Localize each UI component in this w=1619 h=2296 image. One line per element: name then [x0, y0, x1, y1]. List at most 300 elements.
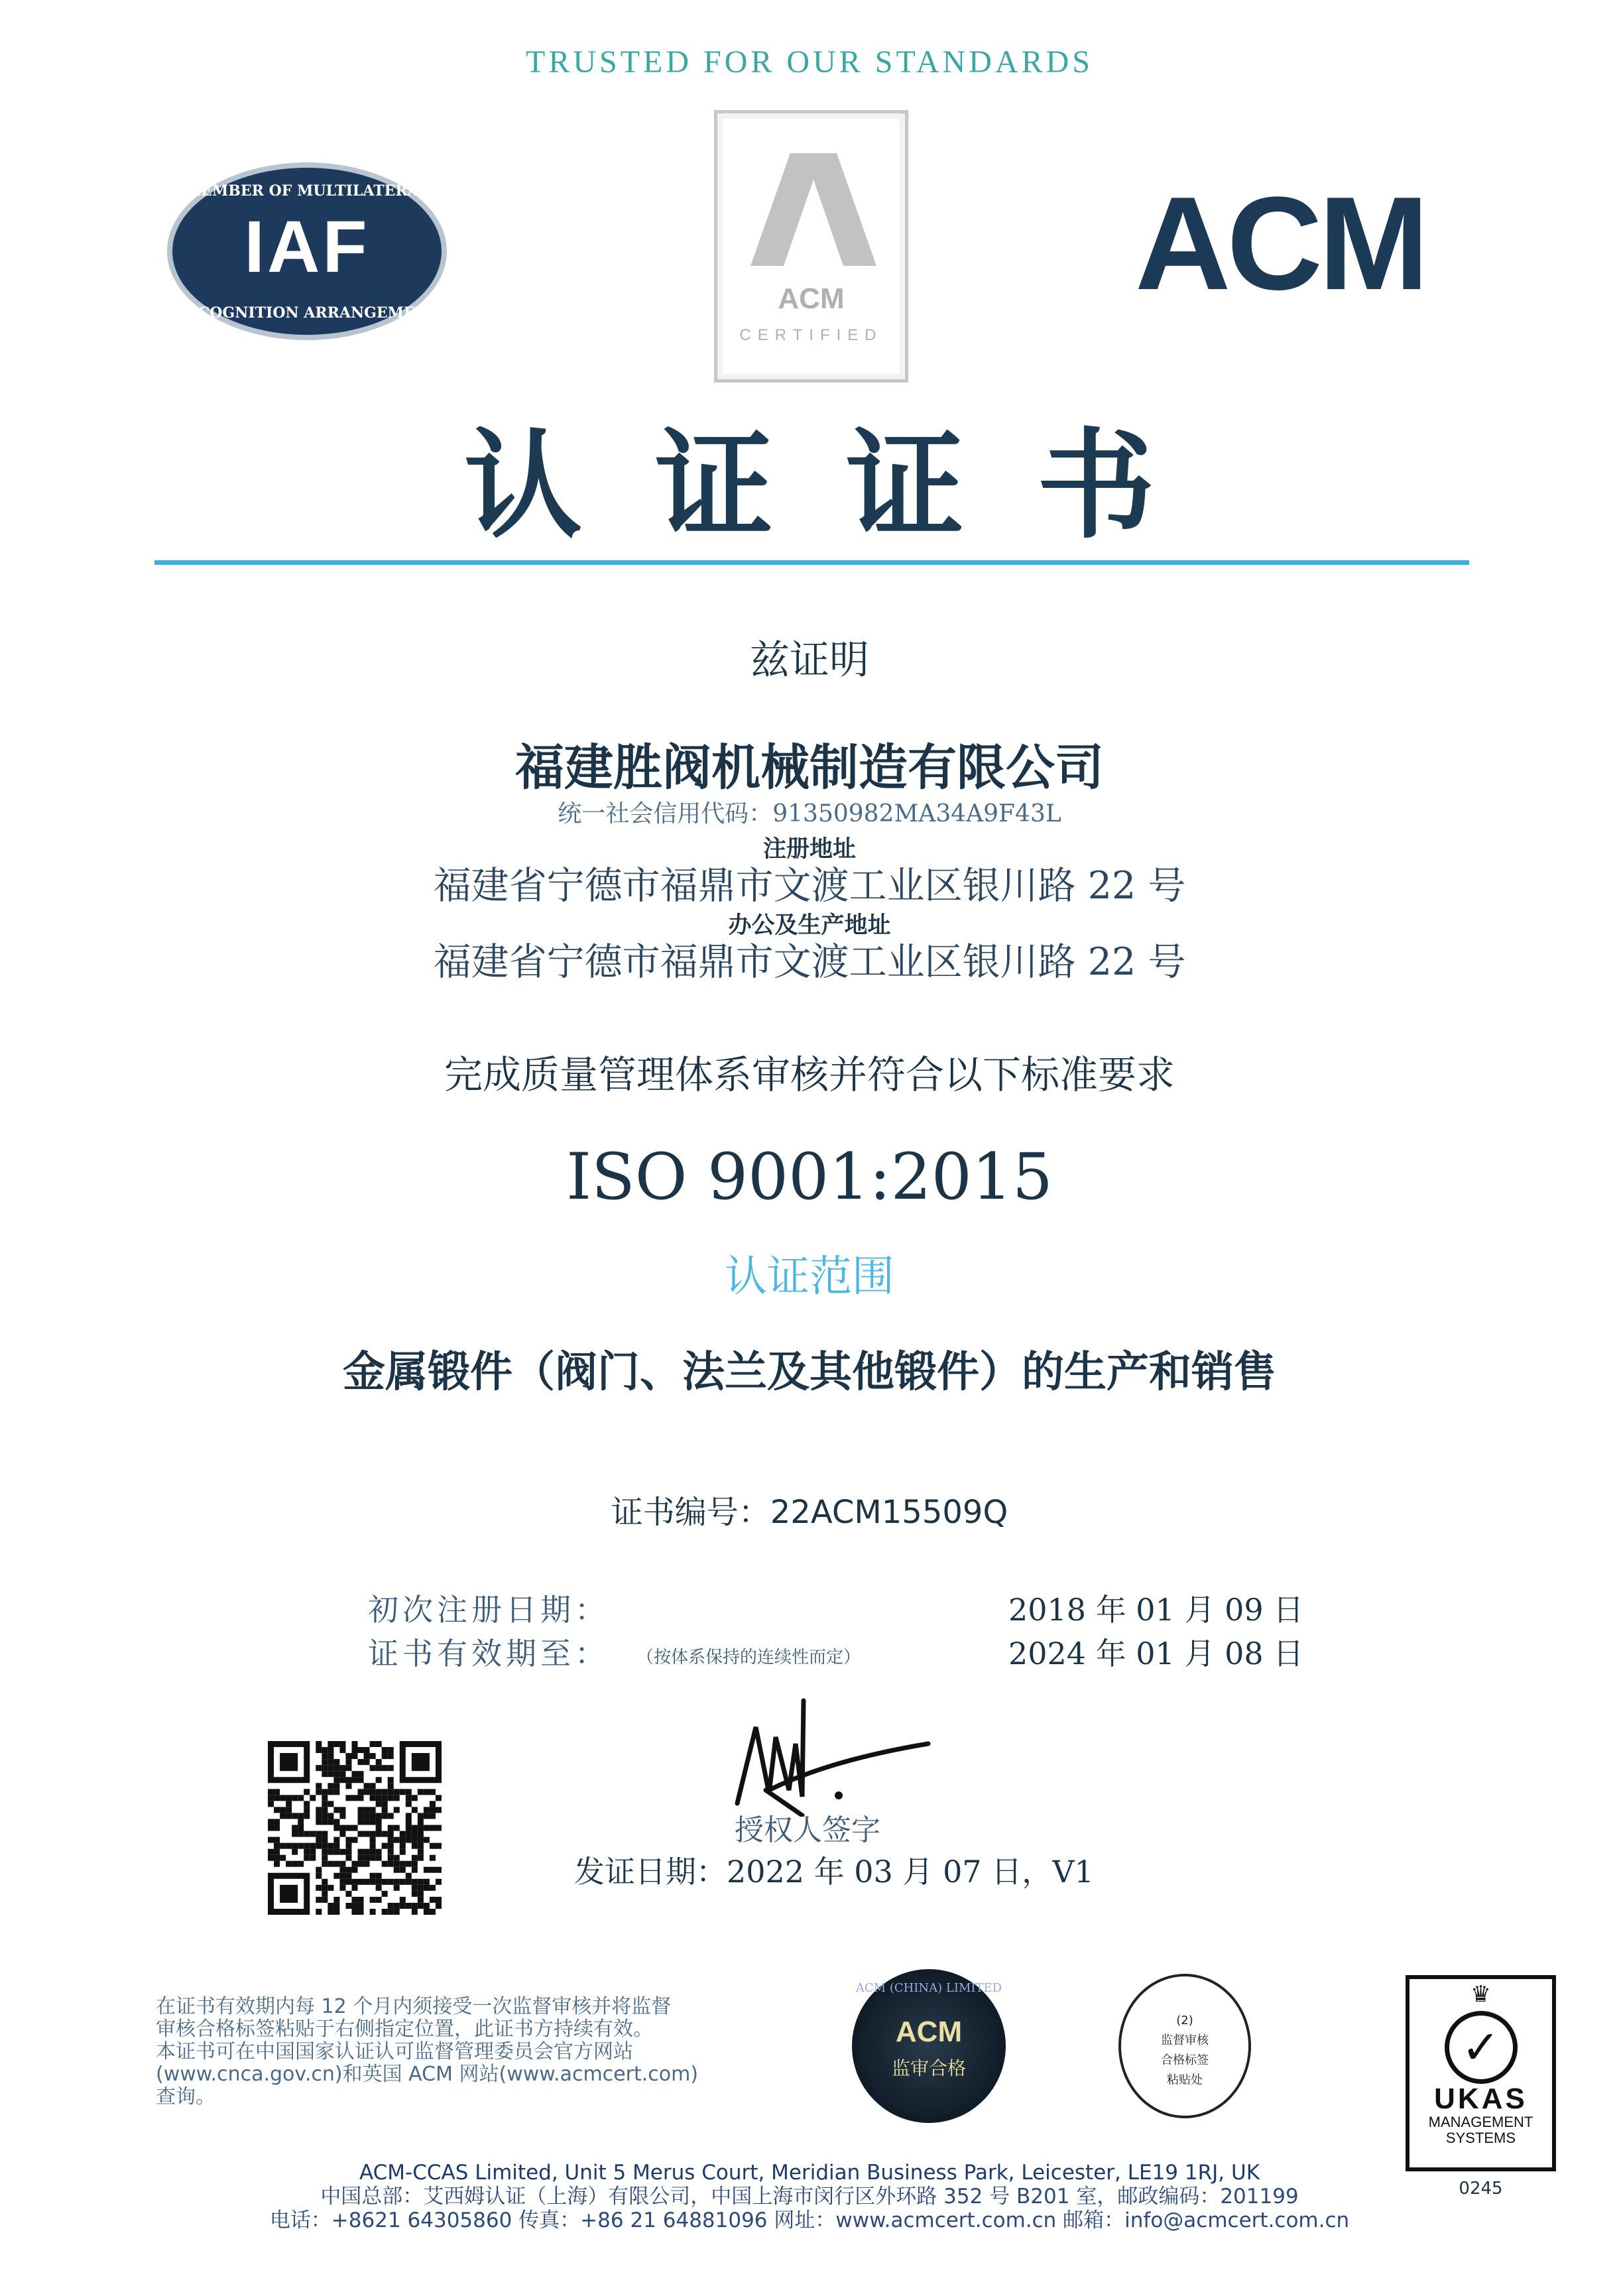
qr-module — [298, 1819, 304, 1825]
qr-module — [322, 1855, 328, 1861]
qr-module — [298, 1831, 304, 1837]
qr-module — [370, 1897, 376, 1903]
qr-module — [268, 1795, 274, 1801]
qr-module — [388, 1879, 394, 1885]
qr-module — [424, 1813, 430, 1819]
qr-module — [394, 1825, 400, 1831]
qr-module — [418, 1843, 424, 1849]
note-line: 查询。 — [156, 2085, 215, 2108]
qr-module — [333, 1837, 339, 1843]
qr-module — [358, 1747, 364, 1753]
qr-module — [400, 1849, 406, 1855]
qr-module — [364, 1759, 370, 1765]
qr-module — [298, 1813, 304, 1819]
qr-module — [412, 1807, 418, 1813]
qr-module — [394, 1807, 400, 1813]
qr-module — [339, 1885, 345, 1891]
qr-module — [322, 1897, 328, 1903]
qr-module — [345, 1777, 351, 1783]
qr-module — [339, 1813, 345, 1819]
qr-module — [424, 1903, 430, 1909]
qr-module — [286, 1843, 292, 1849]
qr-module — [418, 1819, 424, 1825]
qr-module — [345, 1903, 351, 1909]
qr-module — [316, 1909, 322, 1915]
qr-module — [304, 1855, 310, 1861]
qr-module — [339, 1861, 345, 1867]
qr-module — [328, 1789, 333, 1795]
qr-module — [424, 1825, 430, 1831]
qr-module — [388, 1843, 394, 1849]
qr-module — [430, 1813, 436, 1819]
qr-module — [304, 1813, 310, 1819]
qr-module — [351, 1867, 357, 1873]
qr-module — [333, 1903, 339, 1909]
qr-module — [286, 1801, 292, 1807]
qr-module — [376, 1897, 382, 1903]
qr-module — [304, 1801, 310, 1807]
note-line: 审核合格标签粘贴于右侧指定位置，此证书方持续有效。 — [156, 2018, 653, 2041]
qr-module — [333, 1843, 339, 1849]
qr-module — [412, 1867, 418, 1873]
qr-module — [400, 1897, 406, 1903]
qr-module — [370, 1831, 376, 1837]
qr-module — [322, 1753, 328, 1759]
qr-module — [345, 1837, 351, 1843]
qr-module — [328, 1819, 333, 1825]
qr-module — [274, 1837, 280, 1843]
ukas-line2: SYSTEMS — [1445, 2130, 1516, 2146]
qr-module — [333, 1783, 339, 1789]
qr-module — [370, 1741, 376, 1747]
scope-label: 认证范围 — [725, 1252, 894, 1301]
valid-until-note: （按体系保持的连续性而定） — [636, 1648, 861, 1667]
footer-address-cn: 中国总部：艾西姆认证（上海）有限公司，中国上海市闵行区外环路 352 号 B201 室，邮政编码：201199 — [320, 2185, 1299, 2208]
qr-module — [436, 1867, 442, 1873]
qr-module — [358, 1777, 364, 1783]
qr-module — [430, 1807, 436, 1813]
qr-module — [280, 1855, 286, 1861]
qr-module — [382, 1813, 388, 1819]
qr-module — [400, 1843, 406, 1849]
qr-module — [418, 1831, 424, 1837]
qr-module — [310, 1795, 316, 1801]
qr-code[interactable] — [268, 1741, 442, 1915]
qr-module — [418, 1789, 424, 1795]
qr-module — [351, 1837, 357, 1843]
qr-module — [345, 1753, 351, 1759]
qr-module — [406, 1903, 412, 1909]
qr-module — [382, 1753, 388, 1759]
initial-date-label: 初次注册日期： — [368, 1592, 609, 1628]
qr-module — [424, 1837, 430, 1843]
qr-module — [400, 1789, 406, 1795]
qr-module — [280, 1807, 286, 1813]
qr-module — [328, 1813, 333, 1819]
qr-module — [358, 1771, 364, 1777]
qr-module — [316, 1897, 322, 1903]
qr-module — [394, 1903, 400, 1909]
qr-module — [412, 1909, 418, 1915]
qr-module — [412, 1831, 418, 1837]
qr-module — [382, 1861, 388, 1867]
credit-code: 统一社会信用代码：91350982MA34A9F43L — [558, 800, 1061, 827]
qr-module — [333, 1771, 339, 1777]
qr-module — [328, 1801, 333, 1807]
qr-module — [394, 1837, 400, 1843]
acm-a-icon — [750, 153, 876, 266]
qr-module — [292, 1843, 298, 1849]
qr-module — [388, 1813, 394, 1819]
qr-module — [412, 1891, 418, 1897]
qr-module — [418, 1891, 424, 1897]
qr-module — [412, 1837, 418, 1843]
qr-module — [376, 1777, 382, 1783]
qr-module — [333, 1861, 339, 1867]
qr-module — [345, 1873, 351, 1879]
qr-module — [322, 1861, 328, 1867]
qr-module — [358, 1855, 364, 1861]
acm-certified-sub: CERTIFIED — [739, 326, 883, 344]
qr-module — [333, 1741, 339, 1747]
footer-address-uk: ACM-CCAS Limited, Unit 5 Merus Court, Meridian Business Park, Leicester, LE19 1RJ, UK — [359, 2161, 1260, 2185]
qr-module — [406, 1795, 412, 1801]
qr-module — [376, 1849, 382, 1855]
qr-module — [370, 1789, 376, 1795]
qr-module — [339, 1765, 345, 1771]
qr-module — [406, 1825, 412, 1831]
qr-module — [388, 1831, 394, 1837]
qr-module — [351, 1885, 357, 1891]
qr-module — [322, 1891, 328, 1897]
qr-module — [268, 1825, 274, 1831]
qr-module — [268, 1801, 274, 1807]
qr-module — [268, 1855, 274, 1861]
qr-module — [316, 1819, 322, 1825]
qr-module — [268, 1789, 274, 1795]
qr-module — [351, 1747, 357, 1753]
qr-module — [339, 1747, 345, 1753]
qr-module — [364, 1807, 370, 1813]
qr-module — [322, 1843, 328, 1849]
qr-module — [436, 1897, 442, 1903]
qr-module — [286, 1813, 292, 1819]
qr-module — [370, 1819, 376, 1825]
qr-module — [292, 1861, 298, 1867]
qr-module — [406, 1873, 412, 1879]
qr-module — [412, 1825, 418, 1831]
qr-module — [322, 1837, 328, 1843]
sticker-line: (2) — [1176, 2014, 1193, 2027]
qr-module — [345, 1843, 351, 1849]
qr-module — [406, 1819, 412, 1825]
qr-module — [358, 1807, 364, 1813]
qr-module — [382, 1807, 388, 1813]
qr-module — [418, 1903, 424, 1909]
qr-module — [328, 1741, 333, 1747]
qr-module — [388, 1855, 394, 1861]
qr-module — [406, 1831, 412, 1837]
qr-module — [316, 1747, 322, 1753]
qr-module — [406, 1879, 412, 1885]
qr-module — [436, 1843, 442, 1849]
qr-module — [316, 1789, 322, 1795]
initial-date: 2018 年 01 月 09 日 — [1008, 1592, 1304, 1628]
qr-module — [388, 1753, 394, 1759]
qr-module — [333, 1807, 339, 1813]
qr-module — [376, 1801, 382, 1807]
qr-module — [316, 1843, 322, 1849]
qr-module — [436, 1879, 442, 1885]
qr-module — [412, 1843, 418, 1849]
qr-module — [322, 1759, 328, 1765]
qr-module — [339, 1807, 345, 1813]
qr-module — [351, 1909, 357, 1915]
qr-module — [333, 1825, 339, 1831]
qr-module — [322, 1885, 328, 1891]
qr-module — [394, 1879, 400, 1885]
qr-module — [388, 1909, 394, 1915]
qr-module — [358, 1759, 364, 1765]
qr-module — [322, 1747, 328, 1753]
qr-module — [298, 1795, 304, 1801]
issue-date: 发证日期：2022 年 03 月 07 日，V1 — [574, 1854, 1094, 1890]
qr-module — [358, 1831, 364, 1837]
qr-module — [339, 1867, 345, 1873]
sticker-placement-area — [1118, 1974, 1251, 2118]
reg-address-label: 注册地址 — [762, 836, 856, 863]
qr-module — [316, 1867, 322, 1873]
qr-module — [364, 1831, 370, 1837]
qr-module — [345, 1891, 351, 1897]
certificate-title: 认证证书 — [464, 416, 1228, 554]
qr-module — [376, 1741, 382, 1747]
qr-module — [364, 1819, 370, 1825]
qr-module — [274, 1819, 280, 1825]
hologram-ring: ACM (CHINA) LIMITED — [855, 1981, 1002, 1995]
qr-module — [316, 1813, 322, 1819]
qr-module — [339, 1777, 345, 1783]
qr-module — [388, 1825, 394, 1831]
note-line: (www.cnca.gov.cn)和英国 ACM 网站(www.acmcert.com) — [156, 2063, 699, 2086]
qr-module — [328, 1771, 333, 1777]
qr-module — [339, 1873, 345, 1879]
validity-note — [156, 1996, 832, 2108]
qr-module — [345, 1855, 351, 1861]
qr-module — [292, 1795, 298, 1801]
qr-module — [376, 1825, 382, 1831]
qr-module — [280, 1813, 286, 1819]
qr-module — [400, 1867, 406, 1873]
qr-module — [376, 1765, 382, 1771]
qr-module — [436, 1903, 442, 1909]
standard: ISO 9001:2015 — [566, 1140, 1053, 1214]
qr-module — [274, 1843, 280, 1849]
qr-module — [364, 1849, 370, 1855]
qr-module — [322, 1765, 328, 1771]
qr-module — [394, 1861, 400, 1867]
qr-module — [364, 1783, 370, 1789]
valid-until-date: 2024 年 01 月 08 日 — [1008, 1636, 1304, 1671]
qr-module — [370, 1879, 376, 1885]
qr-module — [339, 1741, 345, 1747]
qr-module — [310, 1849, 316, 1855]
qr-module — [436, 1795, 442, 1801]
qr-module — [333, 1777, 339, 1783]
qr-module — [370, 1807, 376, 1813]
qr-module — [418, 1897, 424, 1903]
qr-module — [292, 1825, 298, 1831]
qr-module — [418, 1837, 424, 1843]
qr-module — [274, 1825, 280, 1831]
qr-module — [382, 1765, 388, 1771]
ukas-line1: MANAGEMENT — [1428, 2114, 1533, 2130]
qr-module — [358, 1897, 364, 1903]
title-divider — [154, 560, 1469, 565]
qr-module — [328, 1843, 333, 1849]
qr-module — [430, 1855, 436, 1861]
check-icon: ✓ — [1445, 2011, 1518, 2084]
qr-module — [328, 1849, 333, 1855]
qr-module — [364, 1879, 370, 1885]
qr-module — [298, 1843, 304, 1849]
qr-module — [351, 1825, 357, 1831]
qr-module — [274, 1861, 280, 1867]
qr-module — [345, 1825, 351, 1831]
qr-module — [400, 1861, 406, 1867]
qr-module — [351, 1741, 357, 1747]
qr-module — [418, 1855, 424, 1861]
sticker-line: 监督审核 — [1161, 2033, 1209, 2047]
qr-module — [333, 1849, 339, 1855]
qr-module — [406, 1789, 412, 1795]
qr-module — [370, 1873, 376, 1879]
qr-module — [376, 1873, 382, 1879]
qr-module — [370, 1843, 376, 1849]
qr-module — [376, 1831, 382, 1837]
qr-module — [382, 1843, 388, 1849]
qr-module — [358, 1879, 364, 1885]
qr-module — [358, 1903, 364, 1909]
qr-module — [322, 1807, 328, 1813]
qr-module — [424, 1867, 430, 1873]
qr-module — [304, 1789, 310, 1795]
qr-module — [322, 1771, 328, 1777]
qr-module — [364, 1747, 370, 1753]
iaf-ring-top: MEMBER OF MULTILATERAL — [184, 182, 430, 200]
qr-module — [388, 1795, 394, 1801]
qr-module — [322, 1795, 328, 1801]
signature — [729, 1697, 941, 1817]
qr-module — [388, 1849, 394, 1855]
qr-module — [345, 1759, 351, 1765]
qr-module — [322, 1879, 328, 1885]
qr-module — [406, 1801, 412, 1807]
qr-module — [370, 1765, 376, 1771]
qr-module — [388, 1777, 394, 1783]
qr-module — [328, 1861, 333, 1867]
qr-module — [310, 1843, 316, 1849]
qr-module — [316, 1783, 322, 1789]
qr-module — [424, 1879, 430, 1885]
qr-module — [304, 1849, 310, 1855]
qr-module — [388, 1783, 394, 1789]
qr-module — [412, 1855, 418, 1861]
qr-module — [376, 1813, 382, 1819]
qr-module — [424, 1807, 430, 1813]
qr-module — [351, 1879, 357, 1885]
ukas-number: 0245 — [1459, 2179, 1503, 2199]
signature-label: 授权人签字 — [735, 1813, 880, 1847]
qr-module — [364, 1861, 370, 1867]
note-line: 在证书有效期内每 12 个月内须接受一次监督审核并将监督 — [156, 1995, 672, 2018]
qr-module — [322, 1789, 328, 1795]
hologram-seal — [852, 1969, 1006, 2123]
qr-module — [304, 1807, 310, 1813]
qr-module — [322, 1831, 328, 1837]
qr-module — [364, 1813, 370, 1819]
qr-module — [351, 1897, 357, 1903]
qr-module — [382, 1879, 388, 1885]
qr-module — [388, 1765, 394, 1771]
qr-module — [412, 1885, 418, 1891]
crown-icon: ♛ — [1470, 1982, 1491, 2007]
qr-module — [370, 1855, 376, 1861]
qr-module — [388, 1747, 394, 1753]
qr-module — [364, 1753, 370, 1759]
qr-module — [430, 1789, 436, 1795]
qr-module — [358, 1795, 364, 1801]
qr-module — [388, 1789, 394, 1795]
qr-module — [382, 1909, 388, 1915]
qr-module — [268, 1819, 274, 1825]
qr-module — [304, 1843, 310, 1849]
qr-finder — [412, 1753, 430, 1771]
qr-module — [351, 1903, 357, 1909]
qr-module — [310, 1855, 316, 1861]
hologram-text: 监审合格 — [891, 2057, 966, 2079]
qr-module — [298, 1825, 304, 1831]
office-address: 福建省宁德市福鼎市文渡工业区银川路 22 号 — [433, 940, 1186, 984]
hologram-logo: ACM — [895, 2016, 963, 2048]
qr-module — [406, 1861, 412, 1867]
qr-module — [430, 1825, 436, 1831]
qr-module — [304, 1831, 310, 1837]
qr-module — [280, 1795, 286, 1801]
office-address-label: 办公及生产地址 — [728, 912, 891, 939]
qr-module — [400, 1831, 406, 1837]
qr-module — [370, 1837, 376, 1843]
qr-module — [339, 1825, 345, 1831]
qr-finder — [280, 1753, 298, 1771]
qr-module — [358, 1861, 364, 1867]
qr-module — [370, 1783, 376, 1789]
qr-module — [364, 1855, 370, 1861]
intro: 兹证明 — [750, 637, 869, 684]
qr-module — [412, 1903, 418, 1909]
qr-module — [351, 1777, 357, 1783]
qr-module — [436, 1807, 442, 1813]
sticker-line: 粘贴处 — [1167, 2073, 1203, 2087]
qr-module — [394, 1885, 400, 1891]
qr-module — [376, 1855, 382, 1861]
qr-module — [328, 1783, 333, 1789]
qr-module — [412, 1795, 418, 1801]
qr-module — [412, 1861, 418, 1867]
qr-module — [376, 1759, 382, 1765]
qr-module — [286, 1795, 292, 1801]
qr-module — [333, 1819, 339, 1825]
